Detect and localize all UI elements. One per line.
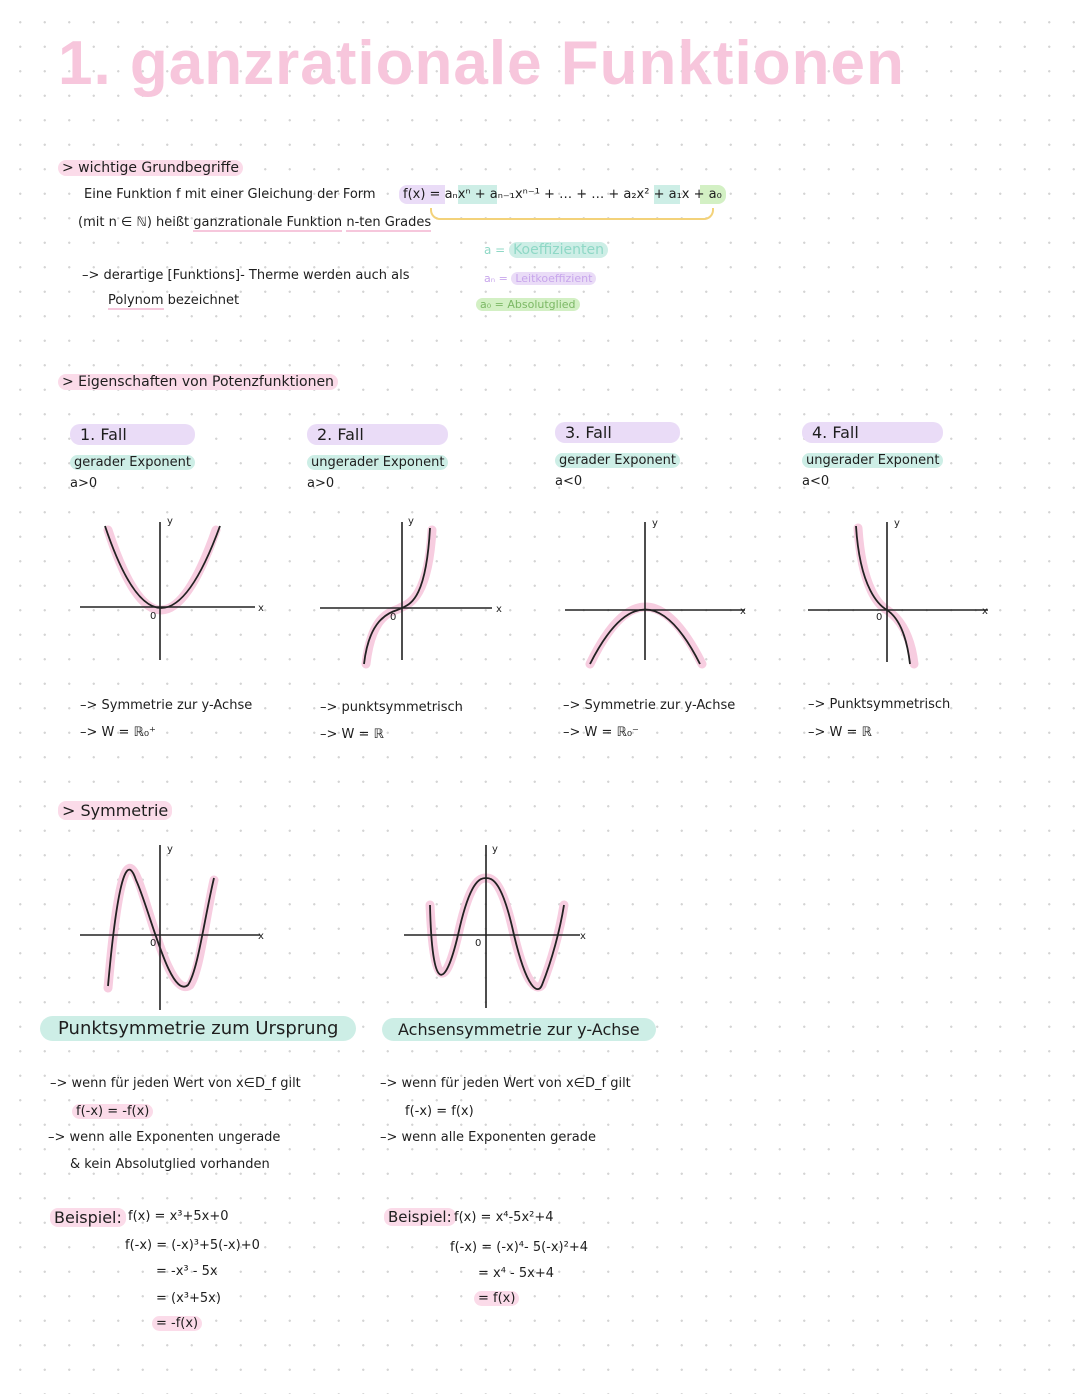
curve-highlight [430, 878, 564, 987]
graph-axis-symmetry [404, 844, 586, 1008]
example-right-step: f(x) = x⁴-5x²+4 [454, 1210, 554, 1225]
graph-case-3 [565, 518, 746, 664]
axis-sym-exponents: –> wenn alle Exponenten gerade [380, 1130, 596, 1145]
origin-label: 0 [876, 612, 883, 623]
case-label: 3. Fall [555, 422, 680, 443]
section-heading-basics: > wichtige Grundbegriffe [58, 160, 243, 176]
x-label: x [982, 606, 988, 617]
legend-sym: aₙ = [484, 272, 508, 285]
term-ganzrational: ganzrationale Funktion [193, 215, 343, 230]
example-label-right: Beispiel: [384, 1208, 456, 1226]
case-1-range: –> W = ℝ₀⁺ [80, 725, 156, 740]
legend-label: Koeffizienten [509, 242, 608, 258]
example-left-step: f(-x) = (-x)³+5(-x)+0 [125, 1238, 260, 1253]
case-exponent: gerader Exponent [555, 453, 680, 468]
case-3-symmetry: –> Symmetrie zur y-Achse [563, 698, 736, 713]
case-exponent: ungerader Exponent [802, 453, 943, 468]
example-left-step: = -x³ - 5x [156, 1264, 218, 1279]
case-2-symmetry: –> punktsymmetrisch [320, 700, 463, 715]
case-condition: a<0 [802, 474, 830, 489]
curve-highlight [108, 868, 214, 988]
y-label: y [167, 516, 173, 527]
case-4-range: –> W = ℝ [808, 725, 872, 740]
origin-label: 0 [390, 612, 397, 623]
y-label: y [652, 518, 658, 529]
curve-highlight [108, 530, 216, 610]
example-right-step: = x⁴ - 5x+4 [478, 1266, 555, 1281]
legend-label: Leitkoeffizient [511, 272, 596, 285]
section-heading-properties: > Eigenschaften von Potenzfunktionen [58, 374, 338, 390]
term-degree: n-ten Grades [346, 215, 432, 230]
graph-case-2 [320, 516, 502, 664]
term-polynom: Polynom [108, 293, 164, 308]
y-label: y [167, 844, 173, 855]
line2-start: (mit n ∈ ℕ) heißt [78, 215, 190, 230]
legend-label: Absolutglied [507, 298, 576, 311]
case-condition: a>0 [70, 476, 98, 491]
y-label: y [408, 516, 414, 527]
example-label-left: Beispiel: [50, 1208, 126, 1227]
x-label: x [258, 603, 264, 614]
graph-point-symmetry [80, 844, 264, 1010]
example-right-result: = f(x) [474, 1291, 519, 1306]
case-label: 1. Fall [70, 424, 195, 445]
point-sym-equation: f(-x) = -f(x) [72, 1104, 153, 1119]
case-1-symmetry: –> Symmetrie zur y-Achse [80, 698, 253, 713]
case-condition: a>0 [307, 476, 335, 491]
origin-label: 0 [150, 611, 157, 622]
case-3-range: –> W = ℝ₀⁻ [563, 725, 639, 740]
origin-label: 0 [475, 938, 482, 949]
point-sym-absolute: & kein Absolutglied vorhanden [70, 1157, 270, 1172]
case-4-symmetry: –> Punktsymmetrisch [808, 697, 951, 712]
legend-sym: a = [484, 243, 506, 257]
case-exponent: ungerader Exponent [307, 455, 448, 470]
case-exponent: gerader Exponent [70, 455, 195, 470]
polynom-note1: –> derartige [Funktions]- Therme werden auch als [82, 268, 410, 283]
axis-sym-condition: –> wenn für jeden Wert von x∈D_f gilt [380, 1076, 631, 1091]
page-title: 1. ganzrationale Funktionen [58, 29, 905, 98]
case-2-range: –> W = ℝ [320, 727, 384, 742]
axis-sym-equation: f(-x) = f(x) [405, 1104, 474, 1119]
formula-text: f(x) = aₙxⁿ + aₙ₋₁xⁿ⁻¹ + … + … + a₂x² + a₁x + a₀ [399, 185, 726, 204]
case-label: 4. Fall [802, 422, 943, 443]
axis-symmetry-title: Achsensymmetrie zur y-Achse [382, 1018, 656, 1041]
point-symmetry-title: Punktsymmetrie zum Ursprung [40, 1016, 356, 1041]
y-label: y [492, 844, 498, 855]
example-left-step: = (x³+5x) [156, 1291, 221, 1306]
y-label: y [894, 518, 900, 529]
graph-case-4 [808, 518, 988, 664]
point-sym-condition: –> wenn für jeden Wert von x∈D_f gilt [50, 1076, 301, 1091]
curve-highlight [366, 530, 432, 664]
x-label: x [580, 931, 586, 942]
definition-line1: Eine Funktion f mit einer Gleichung der Form [84, 187, 376, 202]
case-condition: a<0 [555, 474, 583, 489]
point-sym-exponents: –> wenn alle Exponenten ungerade [48, 1130, 281, 1145]
note2-end: bezeichnet [167, 293, 240, 308]
x-label: x [496, 604, 502, 615]
legend-sym: a₀ = [480, 298, 504, 311]
x-label: x [740, 606, 746, 617]
example-left-step: f(x) = x³+5x+0 [128, 1209, 229, 1224]
case-label: 2. Fall [307, 424, 448, 445]
x-label: x [258, 931, 264, 942]
example-right-step: f(-x) = (-x)⁴- 5(-x)²+4 [450, 1240, 588, 1255]
origin-label: 0 [150, 938, 157, 949]
graph-case-1 [80, 516, 264, 660]
section-heading-symmetry: > Symmetrie [58, 801, 172, 820]
example-left-result: = -f(x) [152, 1316, 202, 1331]
